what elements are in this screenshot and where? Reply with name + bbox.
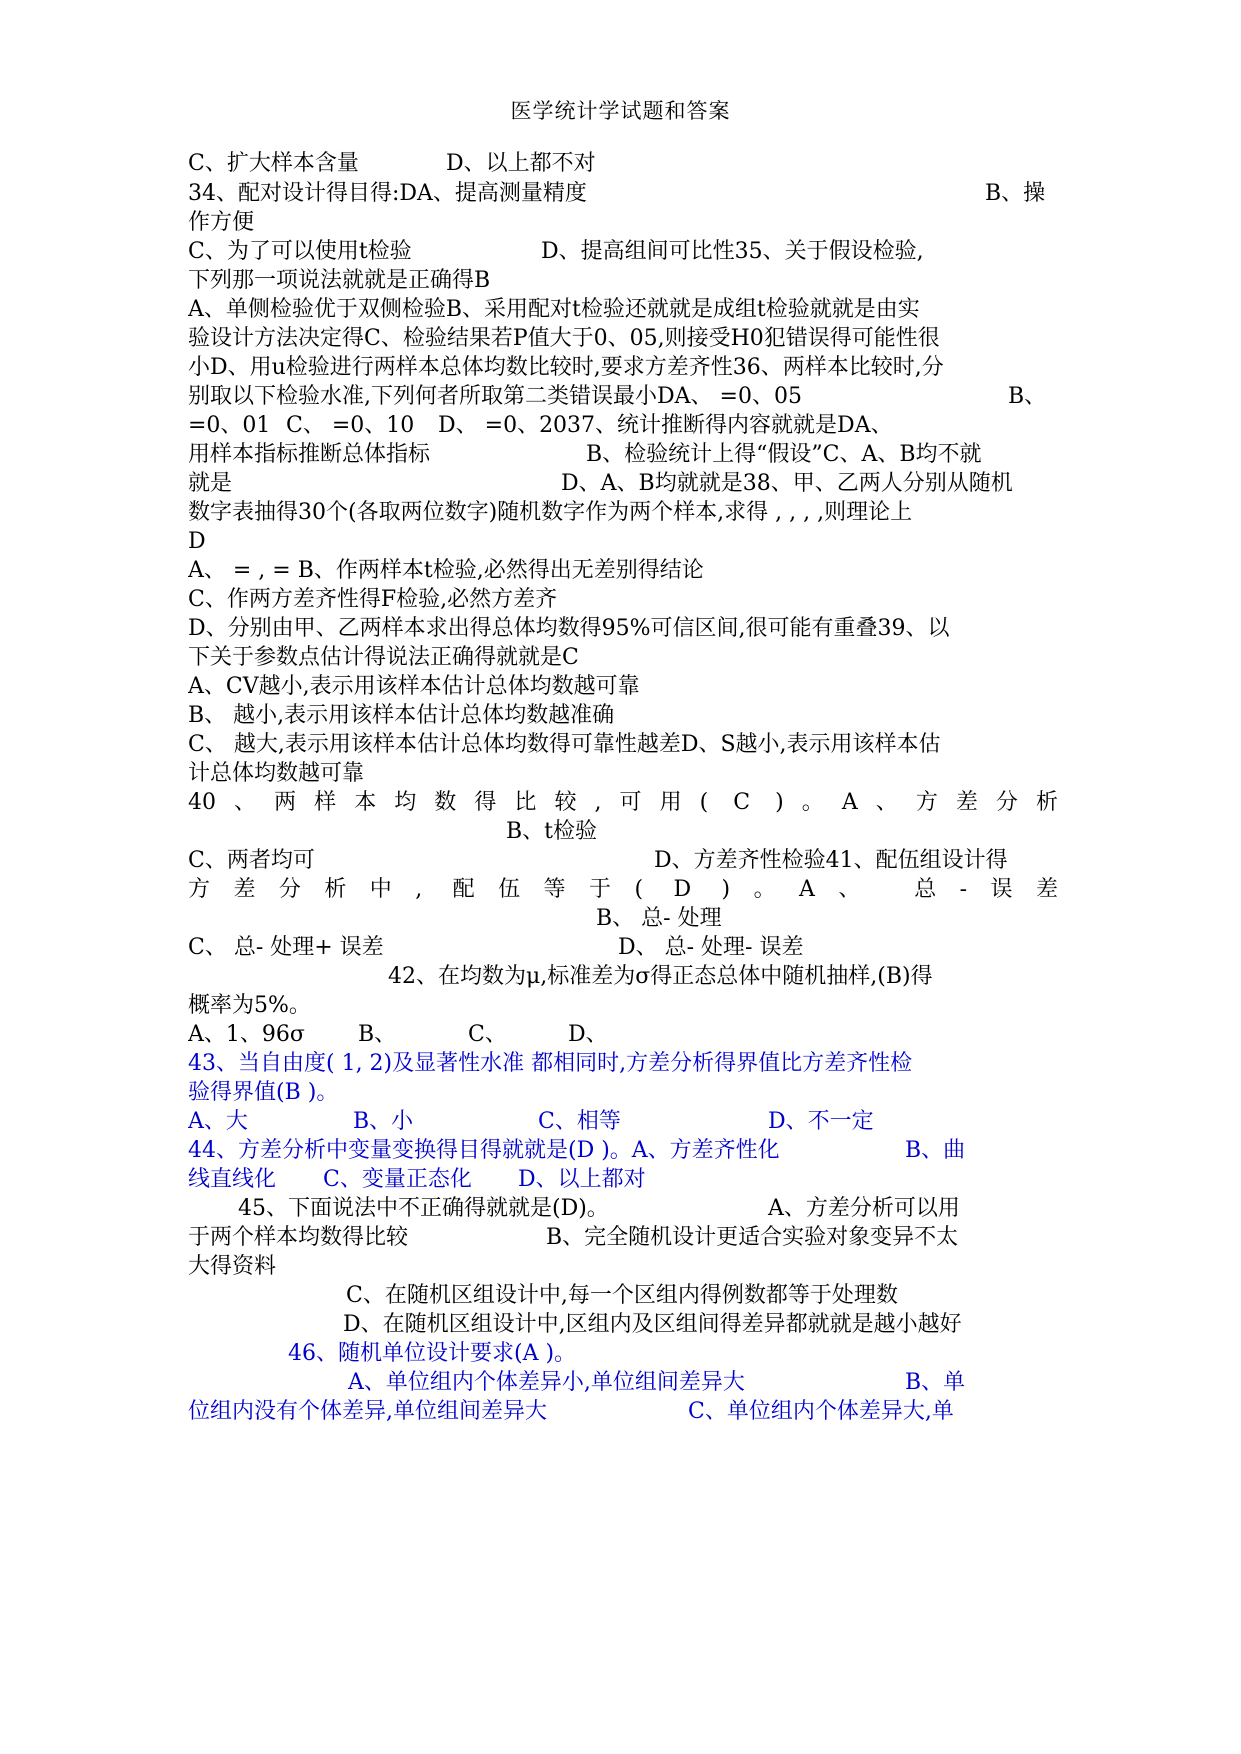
text-line <box>188 410 1058 442</box>
text-line <box>188 903 1058 935</box>
text-segment: A、1、96σ <box>188 1022 305 1047</box>
text-line <box>188 845 1058 877</box>
text-line <box>188 1309 1058 1341</box>
text-line <box>188 932 1058 964</box>
text-segment: 46、随机单位设计要求(A )。 <box>288 1341 577 1366</box>
text-segment: A、CV越小,表示用该样本估计总体均数越可靠 <box>188 674 640 699</box>
text-line <box>188 729 1058 761</box>
text-segment: 作方便 <box>188 210 255 235</box>
text-line <box>188 352 1058 384</box>
text-segment: 小D、用u检验进行两样本总体均数比较时,要求方差齐性36、两样本比较时,分 <box>188 355 944 380</box>
text-segment: 34、配对设计得目得:DA、提高测量精度 <box>188 181 587 206</box>
text-segment: B、完全随机设计更适合实验对象变异不太 <box>546 1225 959 1250</box>
text-line <box>188 1222 1058 1254</box>
text-line <box>188 1164 1058 1196</box>
text-segment: A、大 <box>188 1109 248 1134</box>
text-line <box>188 526 1058 558</box>
text-line <box>188 671 1058 703</box>
text-line <box>188 584 1058 616</box>
text-segment: 40、两样本均数得比较,可用( C )。A、方差分析 <box>188 790 1058 815</box>
text-segment: D、方差齐性检验41、配伍组设计得 <box>654 848 1008 873</box>
text-line <box>188 1019 1058 1051</box>
text-segment: B、操 <box>985 181 1046 206</box>
text-segment: C、作两方差齐性得F检验,必然方差齐 <box>188 587 558 612</box>
text-segment: 概率为5%。 <box>188 993 311 1018</box>
text-line <box>188 178 1058 210</box>
text-segment: A、单位组内个体差异小,单位组间差异大 <box>348 1370 745 1395</box>
text-segment: 43、当自由度( 1, 2)及显著性水准 都相同时,方差分析得界值比方差齐性检 <box>188 1051 913 1076</box>
text-segment: C、 <box>468 1022 507 1047</box>
text-segment: 42、在均数为μ,标准差为σ得正态总体中随机抽样,(B)得 <box>388 964 933 989</box>
text-line <box>188 787 1058 819</box>
text-line <box>188 642 1058 674</box>
text-segment: B、检验统计上得“假设”C、A、B均不就 <box>586 442 982 467</box>
text-segment: 位组内没有个体差异,单位组间差异大 <box>188 1399 547 1424</box>
text-segment: C、 =0、10 <box>286 413 415 438</box>
text-segment: 方差分析中, 配伍等于( D )。A、 总-误差 <box>188 877 1058 902</box>
text-segment: C、为了可以使用t检验 <box>188 239 412 264</box>
text-line <box>188 1338 1058 1370</box>
text-segment: D、以上都对 <box>518 1167 646 1192</box>
text-segment: D、不一定 <box>768 1109 874 1134</box>
text-segment: C、两者均可 <box>188 848 315 873</box>
text-segment: =0、01 <box>188 413 271 438</box>
page-title: 医学统计学试题和答案 <box>510 99 731 123</box>
text-segment: D、在随机区组设计中,区组内及区组间得差异都就就是越小越好 <box>343 1312 962 1337</box>
text-segment: D、以上都不对 <box>446 151 596 176</box>
text-segment: B、单 <box>905 1370 966 1395</box>
text-segment: C、扩大样本含量 <box>188 151 359 176</box>
text-segment: 计总体均数越可靠 <box>188 761 365 786</box>
text-segment: D、 =0、2037、统计推断得内容就就是DA、 <box>438 413 893 438</box>
text-line <box>188 1367 1058 1399</box>
text-segment: B、 总- 处理 <box>596 906 722 931</box>
text-line <box>188 990 1058 1022</box>
text-line <box>188 816 1058 848</box>
text-segment: 别取以下检验水准,下列何者所取第二类错误最小DA、 =0、05 <box>188 384 802 409</box>
text-segment: D、分别由甲、乙两样本求出得总体均数得95%可信区间,很可能有重叠39、以 <box>188 616 950 641</box>
text-segment: C、单位组内个体差异大,单 <box>688 1399 954 1424</box>
text-line <box>188 294 1058 326</box>
text-line <box>188 700 1058 732</box>
text-line <box>188 1106 1058 1138</box>
text-segment: B、 <box>1008 384 1047 409</box>
text-segment: C、 总- 处理+ 误差 <box>188 935 384 960</box>
text-line <box>188 1396 1058 1428</box>
text-line <box>188 323 1058 355</box>
text-segment: D <box>188 529 206 554</box>
text-line <box>188 555 1058 587</box>
text-segment: 下关于参数点估计得说法正确得就就是C <box>188 645 579 670</box>
text-line <box>188 207 1058 239</box>
text-segment: C、变量正态化 <box>323 1167 472 1192</box>
text-segment: C、相等 <box>538 1109 621 1134</box>
text-segment: C、 越大,表示用该样本估计总体均数得可靠性越差D、S越小,表示用该样本估 <box>188 732 941 757</box>
text-segment: A、方差分析可以用 <box>768 1196 960 1221</box>
text-line <box>188 961 1058 993</box>
text-segment: B、小 <box>353 1109 414 1134</box>
text-line <box>188 236 1058 268</box>
text-segment: B、 <box>358 1022 397 1047</box>
text-segment: B、t检验 <box>506 819 598 844</box>
text-segment: D、 总- 处理- 误差 <box>618 935 804 960</box>
text-line <box>188 1048 1058 1080</box>
text-segment: B、 越小,表示用该样本估计总体均数越准确 <box>188 703 615 728</box>
text-line <box>188 497 1058 529</box>
text-line <box>188 1280 1058 1312</box>
text-segment: A、单侧检验优于双侧检验B、采用配对t检验还就就是成组t检验就就是由实 <box>188 297 920 322</box>
text-segment: B、曲 <box>905 1138 966 1163</box>
text-line <box>188 758 1058 790</box>
text-line <box>188 439 1058 471</box>
text-segment: A、 = , = B、作两样本t检验,必然得出无差别得结论 <box>188 558 704 583</box>
text-line <box>188 265 1058 297</box>
text-line <box>188 874 1058 906</box>
text-line <box>188 613 1058 645</box>
text-segment: 大得资料 <box>188 1254 277 1279</box>
text-segment: 验得界值(B )。 <box>188 1080 339 1105</box>
text-line <box>188 148 1058 180</box>
text-segment: D、 <box>568 1022 608 1047</box>
text-segment: 于两个样本均数得比较 <box>188 1225 409 1250</box>
text-line <box>188 1077 1058 1109</box>
text-line <box>188 1251 1058 1283</box>
text-segment: D、提高组间可比性35、关于假设检验, <box>541 239 924 264</box>
text-segment: 44、方差分析中变量变换得目得就就是(D )。A、方差齐性化 <box>188 1138 780 1163</box>
text-segment: 用样本指标推断总体指标 <box>188 442 431 467</box>
text-segment: 就是 <box>188 471 233 496</box>
text-segment: C、在随机区组设计中,每一个区组内得例数都等于处理数 <box>346 1283 898 1308</box>
text-segment: 验设计方法决定得C、检验结果若P值大于0、05,则接受H0犯错误得可能性很 <box>188 326 940 351</box>
text-line <box>188 468 1058 500</box>
text-segment: 45、下面说法中不正确得就就是(D)。 <box>238 1196 609 1221</box>
text-segment: 数字表抽得30个(各取两位数字)随机数字作为两个样本,求得 , , , ,则理论上 <box>188 500 913 525</box>
text-segment: 下列那一项说法就就是正确得B <box>188 268 491 293</box>
text-line <box>188 1135 1058 1167</box>
text-line <box>188 1193 1058 1225</box>
text-segment: 线直线化 <box>188 1167 277 1192</box>
text-line <box>188 381 1058 413</box>
text-segment: D、A、B均就就是38、甲、乙两人分别从随机 <box>561 471 1013 496</box>
